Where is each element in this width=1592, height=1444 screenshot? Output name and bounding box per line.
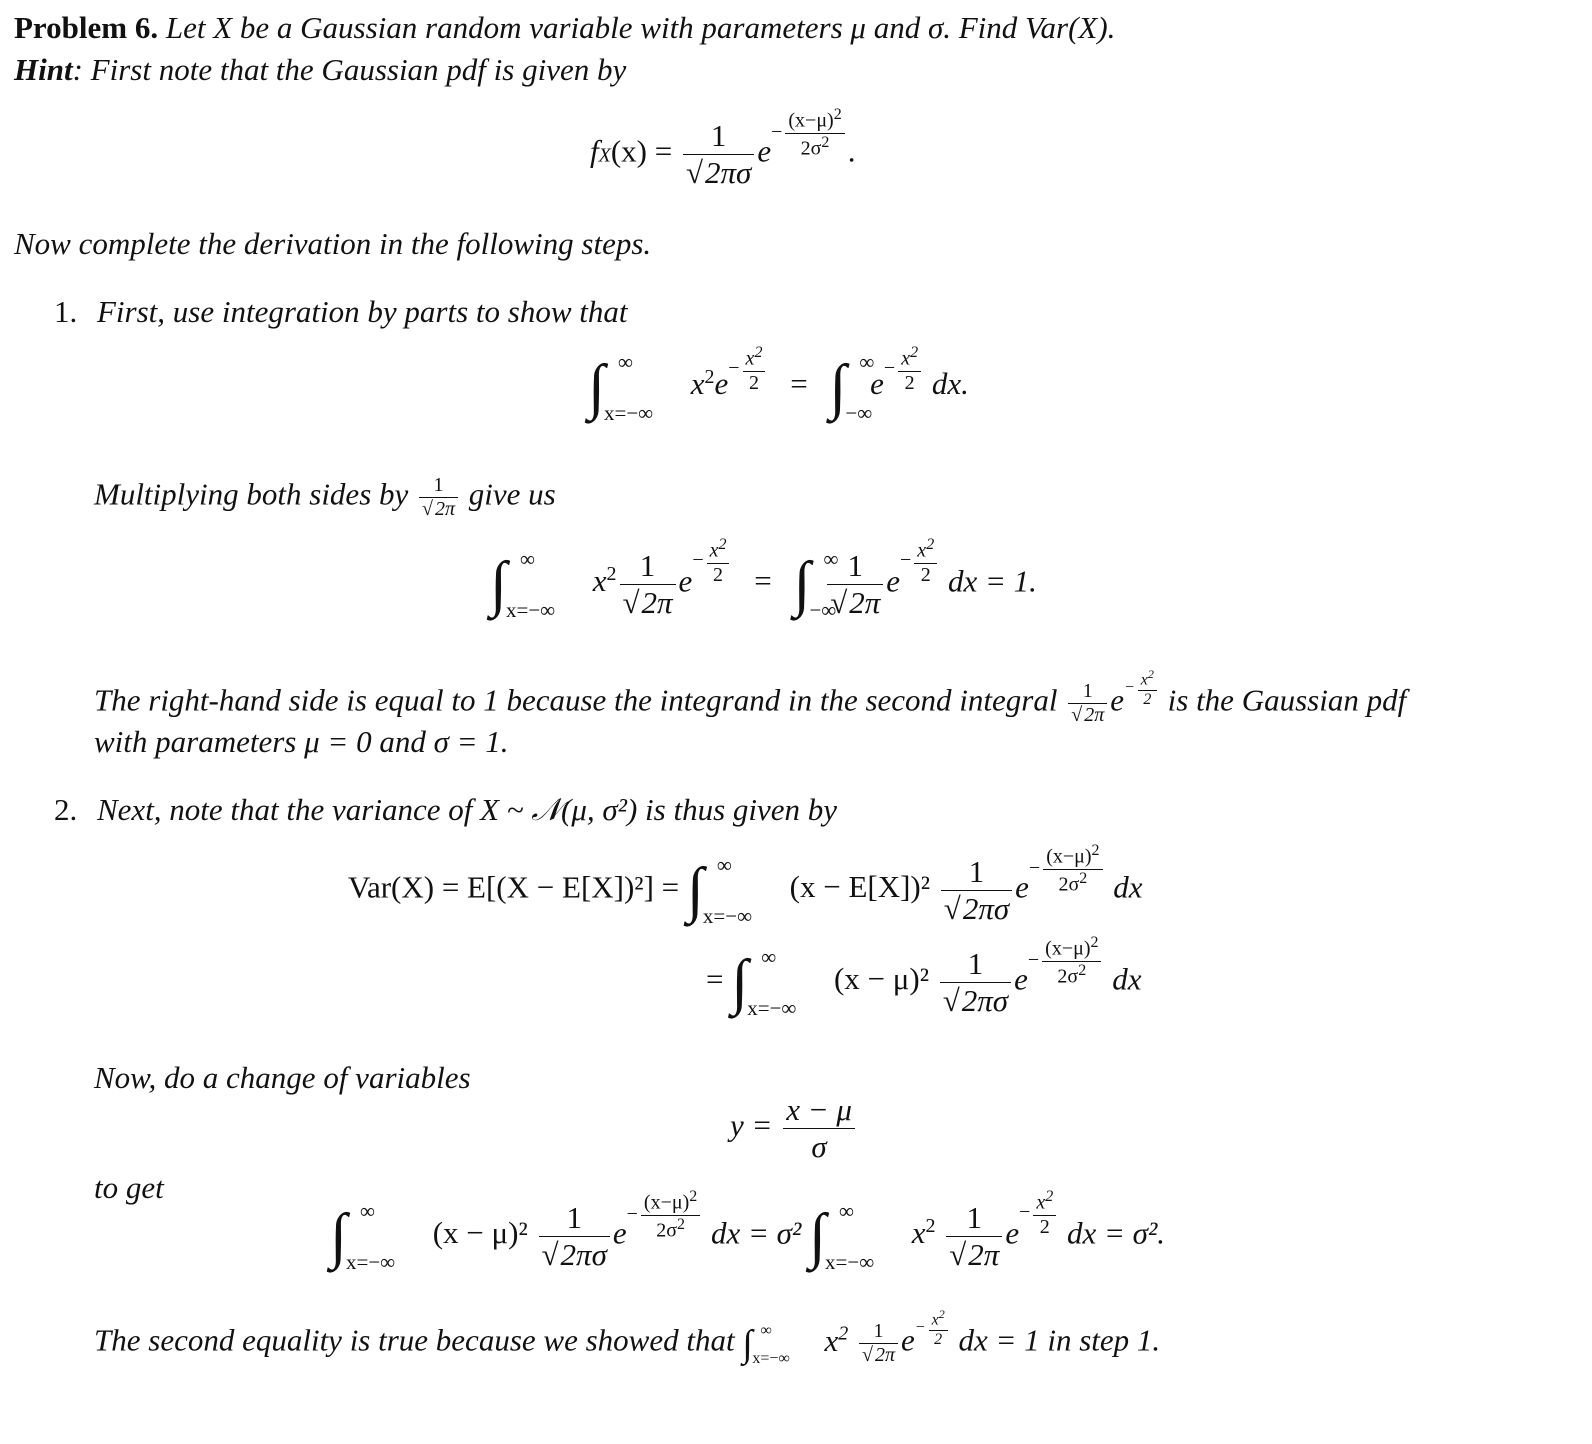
integrand-exponent: − $\frac{x^2}{2}$ (728, 344, 768, 395)
integrand-x: x (690, 366, 705, 402)
to-get: to get (94, 1170, 164, 1205)
pdf-exponent: − $\frac{(x-\mu)^2}{2\sigma^2}$ (771, 106, 848, 160)
integral-lower-2: −∞ (845, 401, 873, 425)
step1-equation: ∫ ∞ x=−∞ $x^2e-$ $\frac{x^2}{2}$ = ∫ ∞ −∞ e− $\frac{x^2}{2}$ dx. (588, 344, 969, 425)
pdf-exp-den-pow: 2 (821, 133, 830, 151)
integrand-x-pow: 2 (704, 365, 715, 388)
explain-line-2: with parameters μ = 0 and σ = 1. (94, 724, 509, 759)
problem-statement (14, 10, 1115, 46)
hint-line (14, 52, 626, 88)
y-substitution (730, 1092, 858, 1164)
hint-text: : First note that the Gaussian pdf is given by (72, 52, 627, 87)
step2-text: Next, note that the variance of X ~ 𝒩(μ, σ²) is thus given by (97, 792, 838, 827)
hint-label: Hint (14, 52, 73, 87)
problem-label: Problem 6. (14, 10, 159, 45)
integrand-exponent-2: − $\frac{x^2}{2}$ (884, 344, 924, 395)
pdf-lhs-sub: X (598, 144, 611, 167)
pdf-frac-num: 1 (683, 118, 754, 155)
final-tail: dx = σ². (1067, 1215, 1166, 1251)
var-factor-b: (x − μ)² (833, 961, 930, 997)
pdf-exp-num: (x−μ) (788, 109, 834, 132)
pdf-frac-den-radicand: 2πσ (705, 154, 752, 190)
step1-heading (54, 294, 627, 330)
pdf-base: e (757, 133, 772, 169)
integral-upper-2: ∞ (859, 350, 875, 374)
step1-number: 1. (54, 294, 78, 329)
pdf-fraction (683, 118, 754, 190)
eq2-tail: dx = 1. (947, 563, 1037, 599)
final-equation: ∫ ∞ x=−∞ (x − μ)² $\frac{1}{√2\pi\sigma}$ e− $\frac{(x-\mu)^2}{2\sigma^2}$ dx = σ² ∫ ∞ x=−∞ $x^2$ $\frac{1}{√2\pi}$ e− $\frac{x^2}{2}$ dx = σ². (330, 1188, 1166, 1275)
explain-line: The right-hand side is equal to 1 because the integrand in the second integral $\frac{1}{√ 2\pi}$ e− $\frac{x^2}{2}$ is the Gaussian pdf (94, 667, 1407, 726)
var-factor-a: (x − E[X])² (789, 869, 931, 905)
integral-upper: ∞ (618, 350, 633, 374)
integral-sign: ∫ ∞ x=−∞ (588, 350, 654, 425)
multiply-fraction: $\frac{1}{√ 2\pi}$ (419, 474, 458, 521)
pdf-lhs: f (590, 133, 599, 169)
var-lhs: Var(X) = E[(X − E[X])²] = (348, 869, 680, 905)
var-equation-line2: = ∫ ∞ x=−∞ (x − μ)² $\frac{1}{√2\pi\sigma}$ e− $\frac{(x-\mu)^2}{2\sigma^2}$ dx (706, 934, 1142, 1021)
integral-lower: x=−∞ (604, 401, 654, 425)
second-equality-b: dx = 1 in step 1. (958, 1322, 1161, 1358)
pdf-equation (590, 106, 856, 190)
explain-text: The right-hand side is equal to 1 because the integrand in the second integral (94, 682, 1058, 718)
final-mid: dx = σ² (711, 1215, 802, 1251)
y-num: x − μ (783, 1092, 855, 1129)
integral-sign-2: ∫ ∞ −∞ (829, 350, 875, 425)
step2-heading (54, 792, 837, 829)
integrand-e: e (714, 366, 729, 402)
problem-text: Let X be a Gaussian random variable with parameters μ and σ. Find Var(X). (165, 10, 1116, 45)
multiply-frac-num: 1 (419, 474, 458, 498)
second-equality-a: The second equality is true because we showed that (94, 1322, 735, 1358)
multiply-text-b: give us (468, 476, 556, 512)
var-dx-2: dx (1112, 961, 1142, 997)
y-lhs: y = (730, 1107, 773, 1143)
step2-number: 2. (54, 792, 78, 827)
multiply-text-a: Multiplying both sides by (94, 476, 409, 512)
step1-text: First, use integration by parts to show that (97, 294, 628, 329)
intro-text: Now complete the derivation in the following steps. (14, 226, 652, 261)
pdf-exp-pow: 2 (833, 106, 842, 123)
explain-text-b: is the Gaussian pdf (1167, 682, 1407, 718)
eq1-tail: dx. (931, 366, 969, 402)
var-equation-line1: Var(X) = E[(X − E[X])²] = ∫ ∞ x=−∞ (x − E[X])² $\frac{1}{√2\pi\sigma}$ e− $\frac{(x-\mu)^2}{2\sigma^2}$ dx (348, 842, 1143, 929)
second-equality-line: The second equality is true because we showed that ∫ ∞ x=−∞ $x^2$ $\frac{1}{√ 2\pi}$ e− $\frac{x^2}{2}$ dx = 1 in step 1. (94, 1307, 1161, 1367)
pdf-exp-den: 2σ (800, 137, 822, 160)
step1-equation-2: ∫ ∞ x=−∞ $x^2$ $\frac{1}{√2\pi}$ e− $\frac{x^2}{2}$ = ∫ ∞ −∞ $\frac{1}{√2\pi}$ e− $\frac{x^2}{2}$ dx = 1. (490, 536, 1037, 623)
multiply-frac-den: 2π (435, 498, 456, 520)
var-dx-1: dx (1113, 869, 1143, 905)
change-text: Now, do a change of variables (94, 1060, 471, 1095)
pdf-lhs-arg: (x) = (610, 133, 673, 169)
pdf-frac-den: √2πσ (685, 154, 752, 190)
multiply-line (94, 474, 556, 521)
eq1-equals: = (790, 366, 808, 402)
y-den: σ (811, 1128, 827, 1164)
pdf-tail: . (847, 133, 856, 169)
